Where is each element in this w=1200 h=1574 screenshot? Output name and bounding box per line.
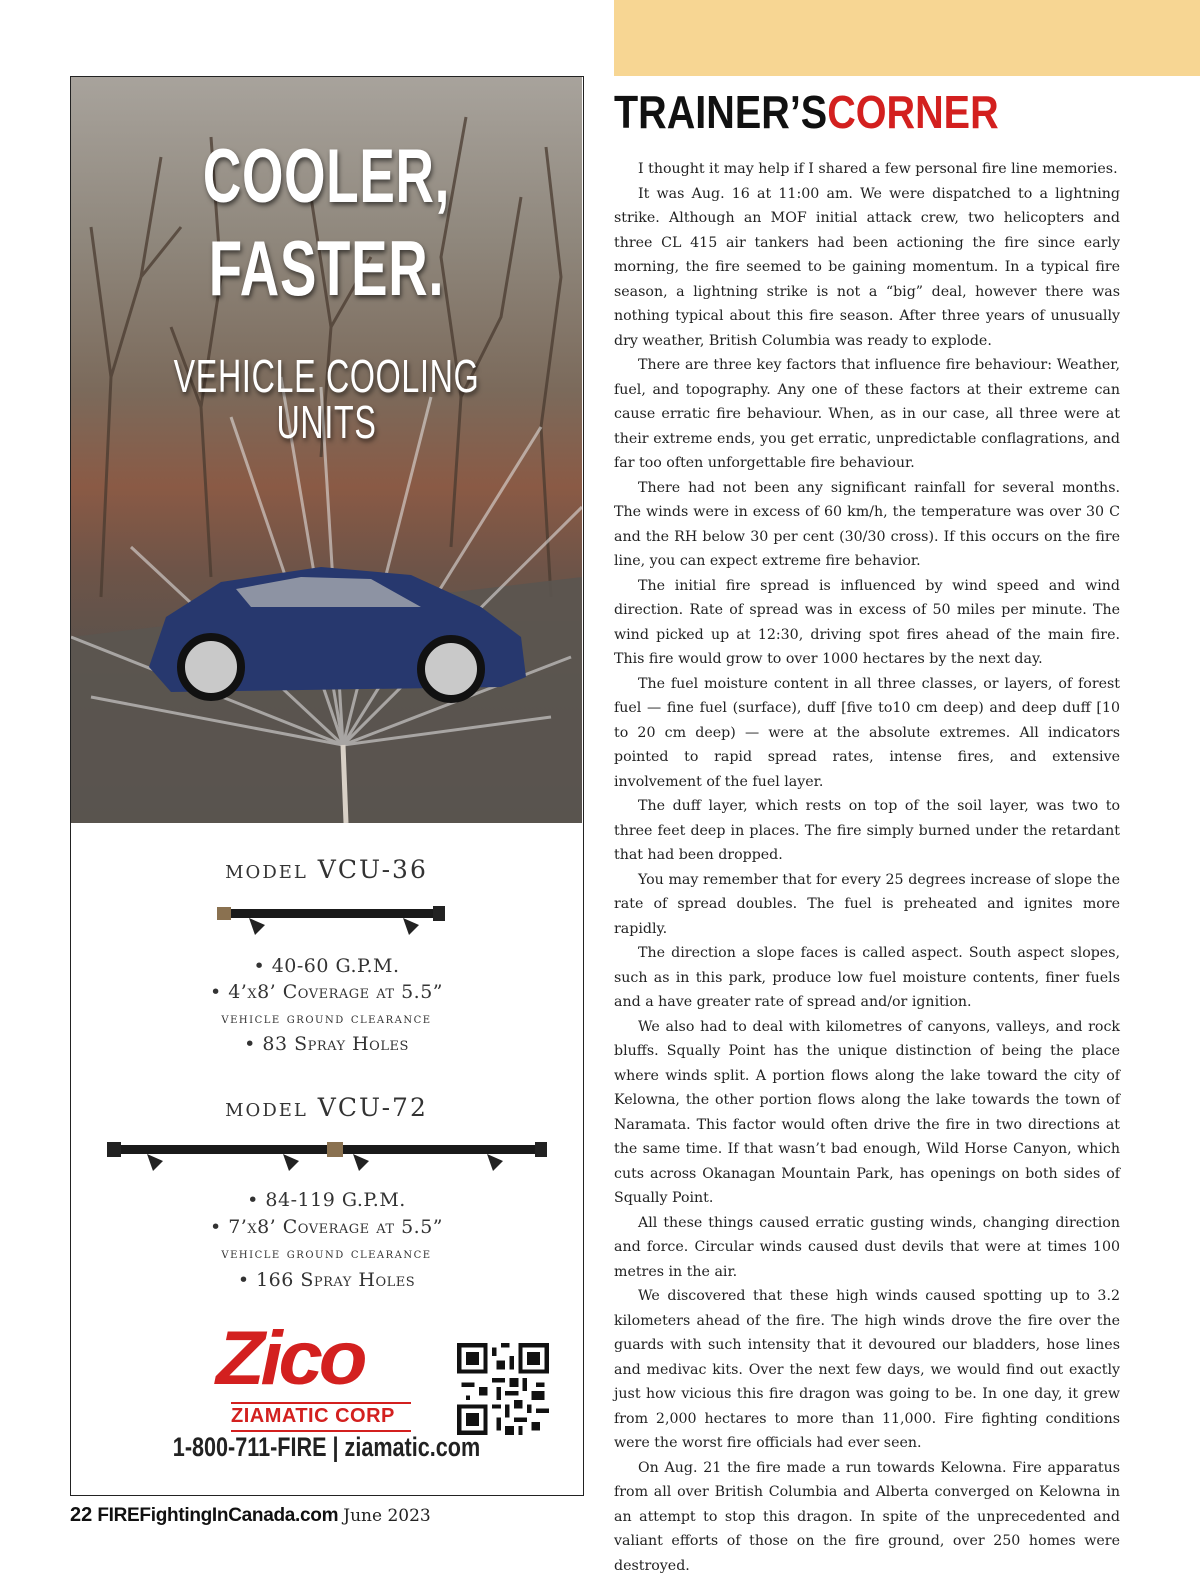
article-paragraph: The duff layer, which rests on top of the soil layer, was two to three feet deep in places. The fire simply burned under the retardant that had been dropped. bbox=[614, 798, 1120, 863]
article-paragraph: It was Aug. 16 at 11:00 am. We were dispatched to a lightning strike. Although an MOF initial attack crew, two helicopters and three CL 415 air tankers had been actioning the fire since early morning, the fire seemed to be gaining momentum. In a typical fire season, a lightning strike is not a “big” deal, however there was nothing typical about this fire season. After three years of unusually dry weather, British Columbia was ready to explode. bbox=[614, 185, 1120, 349]
article-paragraph: There had not been any significant rainfall for several months. The winds were in excess of 60 km/h, the temperature was over 30 C and the RH below 30 per cent (30/30 cross). If this occurs on the fire line, you can expect extreme fire behavior. bbox=[614, 479, 1120, 569]
section-title bbox=[614, 86, 999, 138]
ad-subheadline: VEHICLE COOLING UNITS bbox=[173, 350, 480, 448]
ad-contact[interactable]: 1-800-711-FIRE | ziamatic.com bbox=[172, 1432, 481, 1462]
model-vcu-36-title: model VCU-36 bbox=[225, 855, 428, 884]
vcu-72-spray-holes: • 166 Spray Holes bbox=[237, 1269, 416, 1291]
article-body bbox=[614, 157, 1120, 1574]
section-title-corner: CORNER bbox=[827, 86, 999, 138]
section-title-trainers: TRAINER’S bbox=[614, 86, 828, 138]
ad-photo-car-cooling bbox=[71, 77, 582, 823]
vcu-72-gpm: • 84-119 G.P.M. bbox=[247, 1189, 406, 1211]
vcu-72-product-image bbox=[107, 1137, 547, 1177]
article-paragraph: The fuel moisture content in all three classes, or layers, of forest fuel — fine fuel (surface), duff [five to10 cm deep) and deep duff [10 to 20 cm deep) — were at the absolute extremes. All indicators pointed to rapid spread rates, intense fires, and extensive involvement of the fuel layer. bbox=[614, 675, 1120, 790]
vcu-36-clearance: vehicle ground clearance bbox=[221, 1011, 432, 1027]
vcu-36-product-image bbox=[217, 903, 447, 943]
article-paragraph: The initial fire spread is influenced by wind speed and wind direction. Rate of spread was in excess of 50 miles per minute. The wind picked up at 12:30, driving spot fires ahead of the main fire. This fire would grow to over 1000 hectares by the next day. bbox=[614, 577, 1120, 667]
footer-issue: June 2023 bbox=[343, 1506, 431, 1526]
vcu-72-clearance: vehicle ground clearance bbox=[221, 1246, 432, 1262]
vcu-72-coverage: • 7’x8’ Coverage at 5.5” bbox=[209, 1216, 444, 1238]
ad-headline-line2: FASTER. bbox=[208, 224, 445, 312]
article-paragraph: There are three key factors that influence fire behaviour: Weather, fuel, and topography. Any one of these factors at their extreme can cause erratic fire behaviour. When, as in our case, all three were at their extreme ends, you get erratic, unpredictable conflagrations, and far too often unforgettable fire behaviour. bbox=[614, 357, 1120, 471]
zico-logo bbox=[216, 1316, 421, 1401]
model-vcu-72-title: model VCU-72 bbox=[225, 1093, 428, 1122]
blue-car bbox=[149, 567, 526, 699]
vcu-36-spray-holes: • 83 Spray Holes bbox=[244, 1033, 409, 1055]
page-number: 22 bbox=[70, 1504, 93, 1526]
article-paragraph: On Aug. 21 the fire made a run towards Kelowna. Fire apparatus from all over British Columbia and Alberta converged on Kelowna in an attempt to stop this dragon. In spite of the unprecedented and valiant efforts of those on the fire ground, over 250 homes were destroyed. bbox=[614, 1459, 1120, 1574]
article-paragraph: You may remember that for every 25 degrees increase of slope the rate of spread doubles. The fuel is preheated and ignites more rapidly. bbox=[614, 871, 1120, 937]
advertisement[interactable] bbox=[70, 76, 584, 1496]
article-paragraph: The direction a slope faces is called aspect. South aspect slopes, such as in this park, produce low fuel moisture contents, finer fuels and a have greater rate of spread and/or ignition. bbox=[614, 945, 1120, 1010]
article-paragraph: I thought it may help if I shared a few personal fire line memories. bbox=[638, 161, 1118, 177]
article-paragraph: All these things caused erratic gusting winds, changing direction and force. Circular winds caused dust devils that were at times 100 metres in the air. bbox=[614, 1214, 1120, 1280]
logo-rule-top bbox=[231, 1402, 411, 1404]
vcu-36-gpm: • 40-60 G.P.M. bbox=[253, 955, 400, 977]
article-paragraph: We discovered that these high winds caused spotting up to 3.2 kilometers ahead of the fire. The high winds drove the fire over the guards with such intensity that it devoured our bladders, hose lines and medivac kits. Over the next few days, we would find out exactly just how vicious this fire dragon was going to be. In one day, it grew from 2,000 hectares to more than 11,000. Fire fighting conditions were the worst fire officials had ever seen. bbox=[614, 1288, 1120, 1451]
zico-logo-wordmark: Zico bbox=[216, 1316, 364, 1401]
qr-code[interactable] bbox=[457, 1343, 549, 1435]
hose bbox=[343, 745, 346, 823]
vcu-36-coverage: • 4’x8’ Coverage at 5.5” bbox=[209, 981, 444, 1003]
company-name: ZIAMATIC CORP bbox=[231, 1405, 395, 1427]
footer-site[interactable]: FIREFightingInCanada.com bbox=[97, 1505, 339, 1526]
page-footer bbox=[70, 1504, 431, 1527]
header-accent-band bbox=[614, 0, 1200, 76]
article-paragraph: We also had to deal with kilometres of canyons, valleys, and rock bluffs. Squally Point has the unique distinction of being the place where winds split. A portion flows along the lake toward the city of Kelowna, the other portion flows along the lake towards the town of Naramata. This factor would often drive the fire in two directions at the same time. If that wasn’t bad enough, Wild Horse Canyon, which cuts across Okanagan Mountain Park, has openings on both sides of Squally Point. bbox=[614, 1018, 1120, 1206]
ad-headline-line1: COOLER, bbox=[202, 134, 451, 219]
